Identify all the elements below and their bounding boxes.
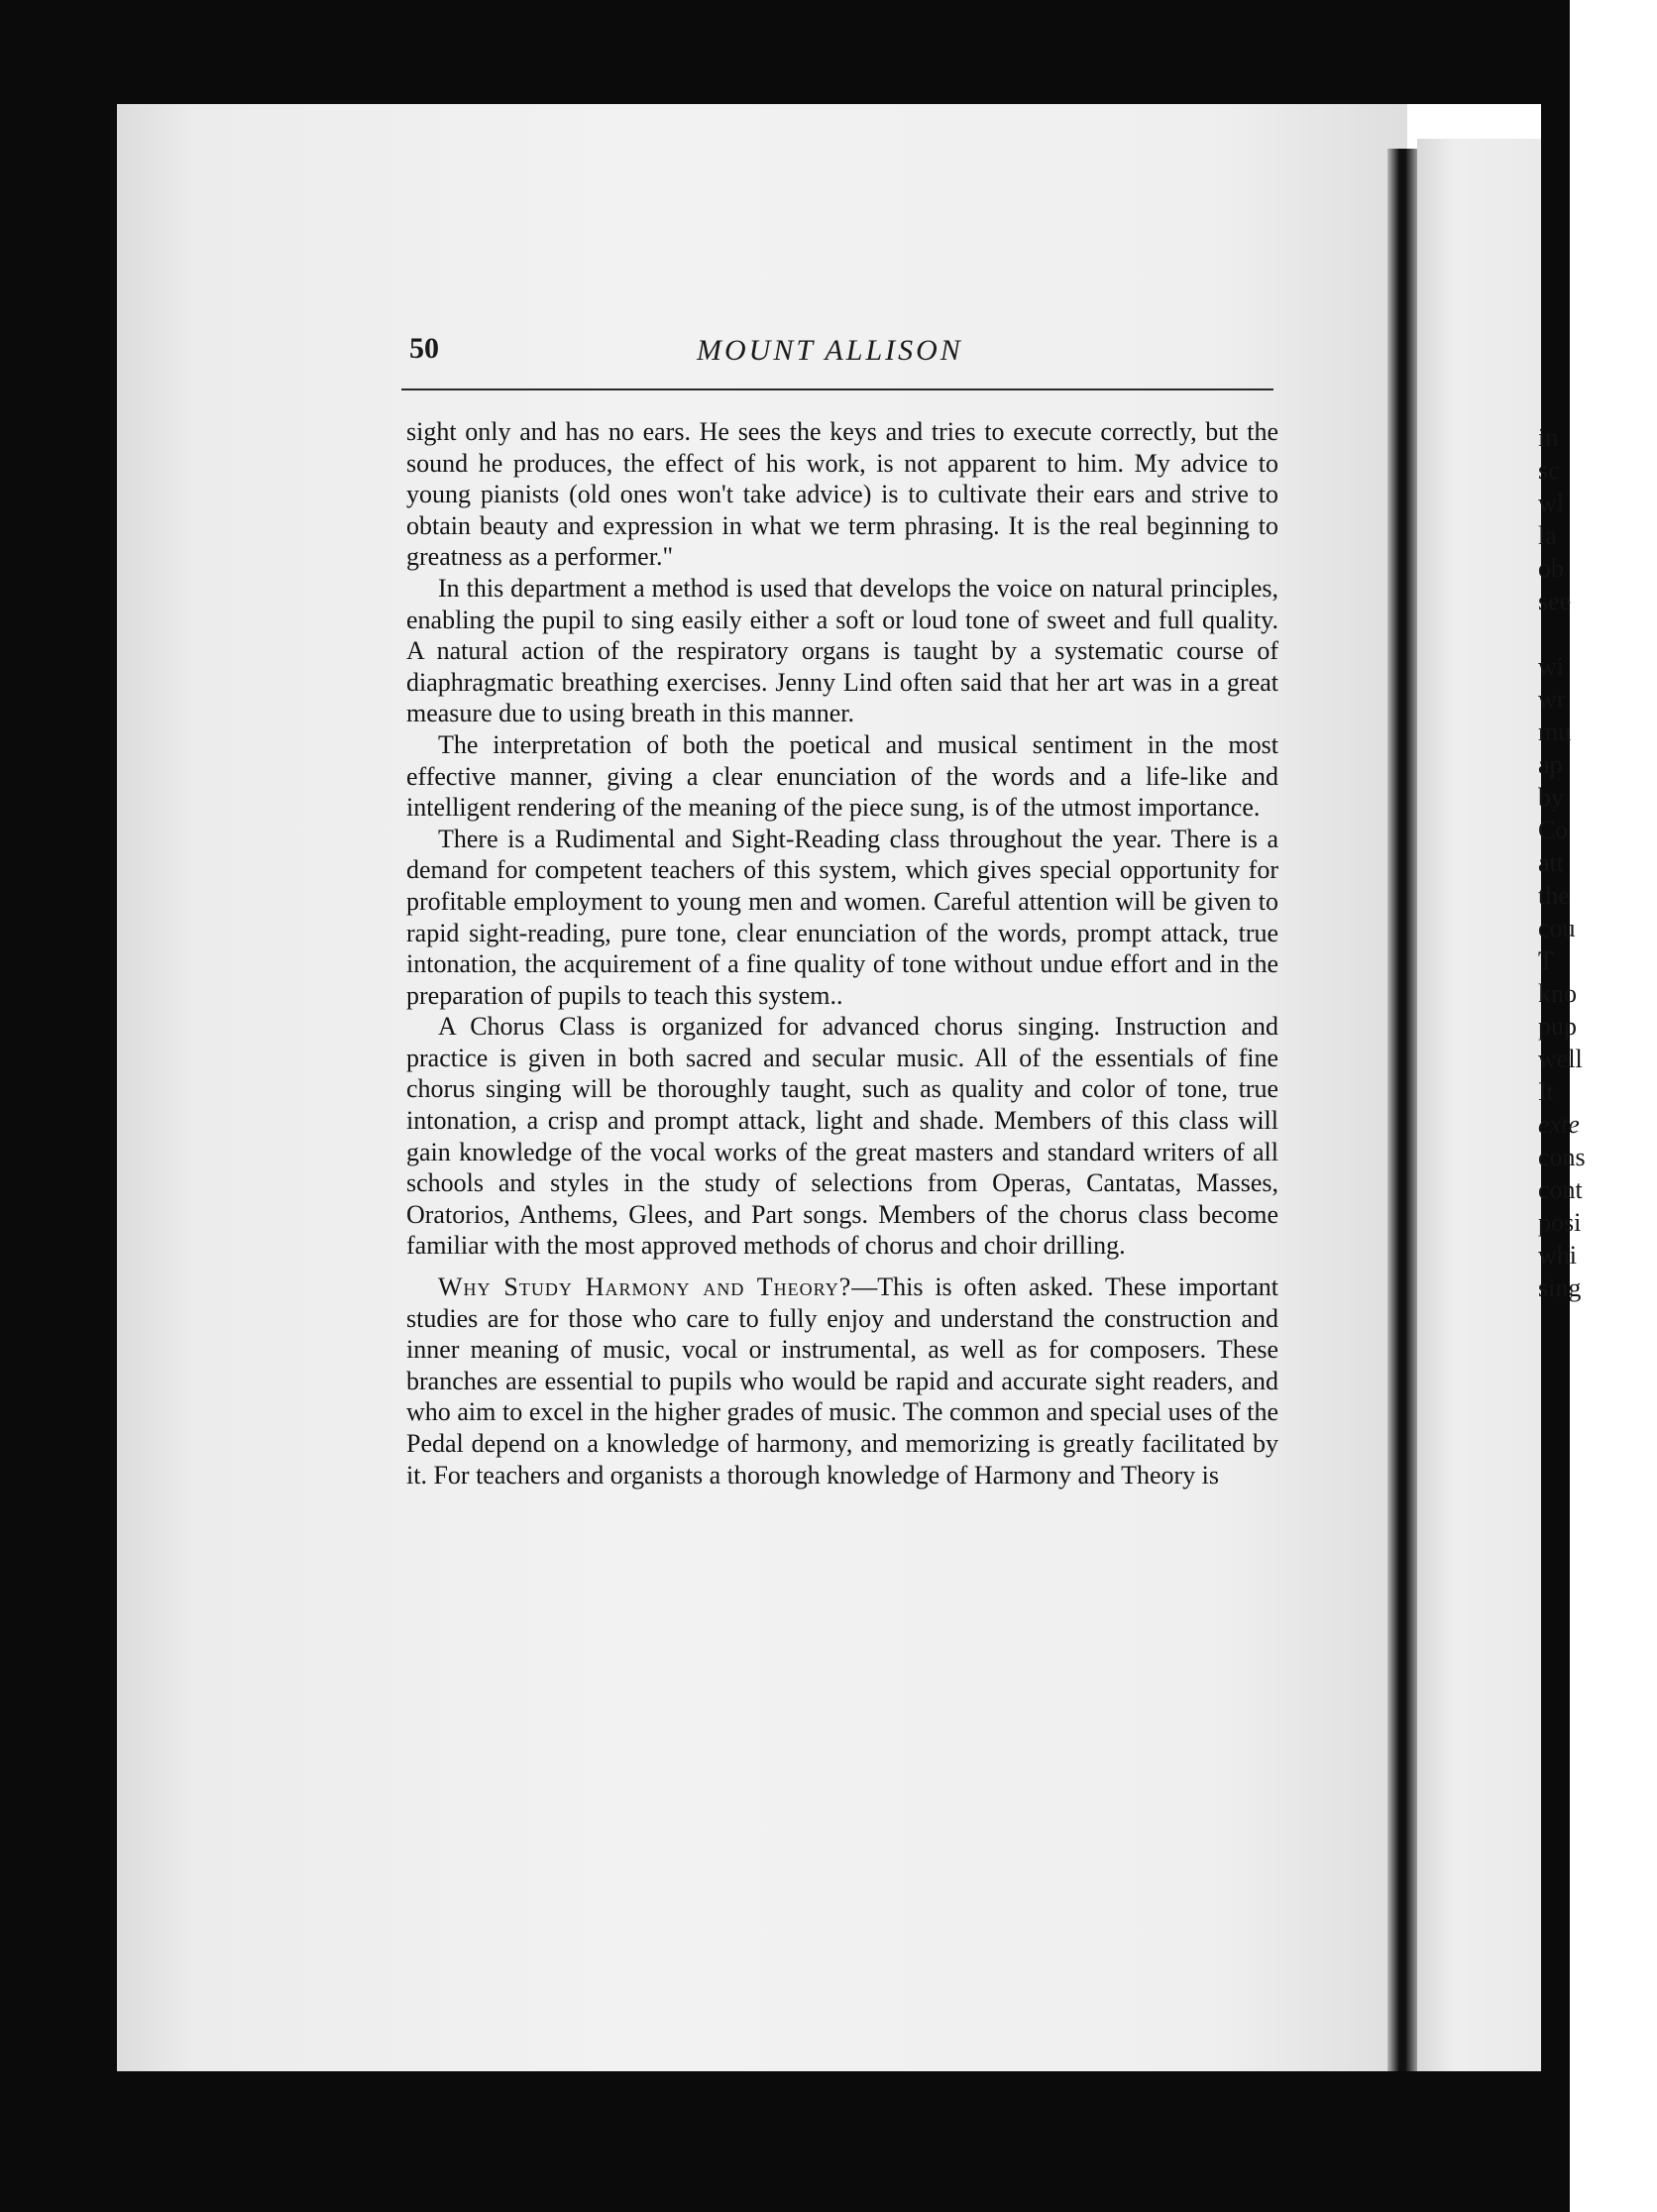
facing-line: wl (1538, 489, 1564, 517)
body-text (406, 416, 1278, 1491)
facing-line: in (1538, 423, 1559, 452)
facing-line: wr (1538, 685, 1566, 714)
paragraph: A Chorus Class is organized for advanced chorus singing. Instruction and practice is given in both sacred and secular music. All of the essentials of fine chorus singing will be thoroughly taught, such as quality and color of tone, true intonation, a crisp and prompt attack, light and shade. Members of this class will gain knowledge of the vocal works of the great masters and standard writers of all schools and styles in the study of selections from Operas, Cantatas, Masses, Oratorios, Anthems, Glees, and Part songs. Members of the chorus class become familiar with the most approved methods of chorus and choir drilling. (406, 1012, 1278, 1261)
running-head (409, 332, 1276, 380)
facing-line: wi (1538, 652, 1564, 681)
facing-line: pup (1538, 1012, 1577, 1041)
facing-line: whi (1538, 1241, 1577, 1270)
scan-border-left (0, 0, 117, 2212)
paragraph-harmony (406, 1272, 1278, 1491)
paragraph: There is a Rudimental and Sight-Reading class throughout the year. There is a demand for competent teachers of this system, which gives special opportunity for profitable employment to young men and women. Careful attention will be given to rapid sight-reading, pure tone, clear enunciation of the words, prompt attack, true intonation, the acquirement of a fine quality of tone without undue effort and in the preparation of pupils to teach this system.. (406, 824, 1278, 1010)
scan-border-top (0, 0, 1570, 104)
paragraph-text: —This is often asked. These important studies are for those who care to fully enjoy and understand the construction and inner meaning of music, vocal or instrumental, as well as for composers. These branches are essential to pupils who would be rapid and accurate sight readers, and who aim to excel in the higher grades of music. The common and special uses of the Pedal depend on a knowledge of harmony, and memorizing is greatly facilitated by it. For teachers and organists a thorough knowledge of Harmony and Theory is (406, 1272, 1278, 1490)
facing-line: cont (1538, 1175, 1583, 1204)
paragraph: The interpretation of both the poetical and musical sentiment in the most effective manner, giving a clear enunciation of the words and a life-like and intelligent rendering of the meaning of the piece sung, is of the utmost importance. (406, 729, 1278, 823)
facing-line: cons (1538, 1143, 1586, 1171)
facing-line: la (1538, 521, 1557, 550)
facing-line: att (1538, 848, 1564, 877)
scan-border-bottom (0, 2071, 1570, 2212)
header-rule (401, 388, 1273, 390)
book-gutter (1387, 149, 1417, 2071)
facing-line: well (1538, 1045, 1583, 1073)
facing-line: mu (1538, 718, 1572, 746)
facing-line: by (1538, 783, 1564, 812)
facing-line: kno (1538, 979, 1577, 1008)
facing-line: ap (1538, 750, 1563, 779)
page-header-title: MOUNT ALLISON (697, 334, 963, 367)
facing-line: see (1538, 587, 1572, 615)
facing-line: sing (1538, 1273, 1582, 1302)
facing-gap (1538, 617, 1657, 650)
facing-line: sc (1538, 456, 1560, 485)
facing-line: posi (1538, 1208, 1582, 1237)
facing-page-text (1538, 421, 1657, 1304)
paragraph: In this department a method is used that develops the voice on natural principles, enabling the pupil to sing easily either a soft or loud tone of sweet and full quality. A natural action of the respiratory organs is taught by a systematic course of diaphragmatic breathing exercises. Jenny Lind often said that her art was in a great measure due to using breath in this manner. (406, 573, 1278, 728)
facing-line: ob (1538, 554, 1564, 583)
facing-line: It (1538, 1077, 1554, 1106)
section-heading: Why Study Harmony and Theory? (438, 1272, 852, 1302)
facing-line: T (1538, 946, 1554, 975)
facing-line: the (1538, 881, 1570, 910)
facing-line: cou (1538, 914, 1576, 942)
right-page (1417, 139, 1541, 2071)
paragraph: sight only and has no ears. He sees the keys and tries to execute correctly, but the sound he produces, the effect of his work, is not apparent to him. My advice to young pianists (old ones won't take advice) is to cultivate their ears and strive to obtain beauty and expression in what we term phrasing. It is the real beginning to greatness as a performer." (406, 417, 1278, 572)
page-number: 50 (409, 332, 439, 365)
facing-line: Co (1538, 816, 1569, 844)
facing-line: exte (1538, 1110, 1580, 1139)
